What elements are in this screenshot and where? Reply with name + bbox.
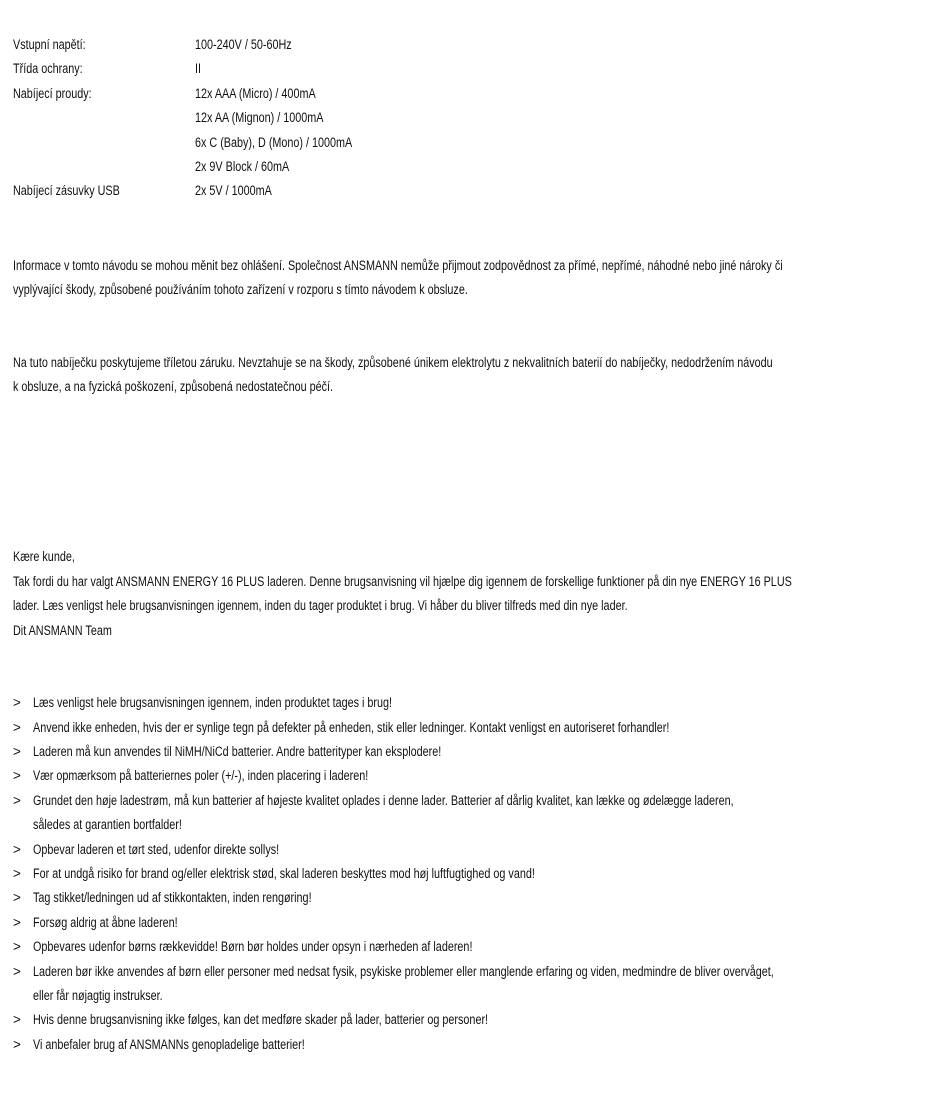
spec-row	[13, 33, 933, 57]
bullet-marker: >	[13, 743, 21, 759]
bullet-marker: >	[13, 963, 21, 979]
list-item	[13, 838, 933, 862]
list-item-text: Hvis denne brugsanvisning ikke følges, kan det medføre skader på lader, batterier og personer!	[33, 1012, 489, 1028]
list-item-text: Anvend ikke enheden, hvis der er synlige tegn på defekter på enheden, stik eller ledninger. Kontakt venligst en autoriseret forhandler!	[33, 719, 670, 735]
customer-letter	[13, 545, 933, 643]
bullet-marker: >	[13, 792, 21, 808]
list-item-text: Vi anbefaler brug af ANSMANNs genopladelige batterier!	[33, 1036, 305, 1052]
paragraph-line: Informace v tomto návodu se mohou měnit bez ohlášení. Společnost ANSMANN nemůže přijmout zodpovědnost za přímé, nepřímé, náhodné nebo jiné nároky či	[13, 257, 783, 273]
list-item	[13, 886, 933, 910]
document-page	[13, 33, 933, 1057]
bullet-marker: >	[13, 1012, 21, 1028]
spec-label: Vstupní napětí:	[13, 37, 86, 52]
bullet-marker: >	[13, 695, 21, 711]
spec-label: Nabíjecí proudy:	[13, 85, 92, 101]
list-item	[13, 716, 933, 740]
bullet-marker: >	[13, 768, 21, 784]
list-item-text: Opbevares udenfor børns rækkevidde! Børn bør holdes under opsyn i nærheden af laderen!	[33, 939, 473, 955]
safety-instructions-list	[13, 691, 933, 1057]
letter-body-line: Tak fordi du har valgt ANSMANN ENERGY 16 PLUS laderen. Denne brugsanvisning vil hjælpe dig igennem de forskellige funktioner på din nye ENERGY 16 PLUS	[13, 573, 792, 589]
list-item	[13, 740, 933, 764]
list-item	[13, 764, 933, 788]
spec-label: Nabíjecí zásuvky USB	[13, 183, 120, 199]
spec-value: II	[195, 61, 202, 77]
list-item-text: eller får nøjagtig instrukser.	[33, 987, 163, 1003]
list-item	[13, 1008, 933, 1032]
list-item	[13, 862, 933, 886]
spec-row	[13, 82, 933, 180]
bullet-marker: >	[13, 719, 21, 735]
spec-label: Třída ochrany:	[13, 61, 83, 77]
bullet-marker: >	[13, 865, 21, 881]
paragraph-line: Na tuto nabíječku poskytujeme tříletou záruku. Nevztahuje se na škody, způsobené únikem elektrolytu z nekvalitních baterií do nabíječky, nedodržením návodu	[13, 354, 773, 370]
list-item	[13, 789, 933, 838]
bullet-marker: >	[13, 1036, 21, 1052]
paragraph-line: k obsluze, a na fyzická poškození, způsobená nedostatečnou péčí.	[13, 379, 334, 395]
list-item-text: således at garantien bortfalder!	[33, 817, 182, 833]
spec-row	[13, 179, 933, 203]
spec-value: 2x 9V Block / 60mA	[195, 159, 290, 175]
list-item	[13, 911, 933, 935]
list-item-text: Læs venligst hele brugsanvisningen igennem, inden produktet tages i brug!	[33, 695, 393, 711]
warranty-paragraph	[13, 351, 933, 400]
paragraph-line: vyplývající škody, způsobené používáním tohoto zařízení v rozporu s tímto návodem k obsluze.	[13, 282, 468, 298]
spec-row	[13, 57, 933, 81]
list-item-text: For at undgå risiko for brand og/eller elektrisk stød, skal laderen beskyttes mod høj luftfugtighed og vand!	[33, 865, 535, 881]
bullet-marker: >	[13, 890, 21, 906]
list-item	[13, 960, 933, 1009]
bullet-marker: >	[13, 914, 21, 930]
list-item	[13, 1033, 933, 1057]
bullet-marker: >	[13, 939, 21, 955]
disclaimer-paragraph	[13, 254, 933, 303]
spec-value: 100-240V / 50-60Hz	[195, 37, 292, 52]
letter-signature: Dit ANSMANN Team	[13, 622, 112, 638]
bullet-marker: >	[13, 841, 21, 857]
list-item	[13, 691, 933, 715]
letter-greeting: Kære kunde,	[13, 549, 75, 565]
spec-value: 12x AA (Mignon) / 1000mA	[195, 110, 324, 126]
spec-value: 2x 5V / 1000mA	[195, 183, 272, 199]
list-item-text: Vær opmærksom på batteriernes poler (+/-), inden placering i laderen!	[33, 768, 369, 784]
list-item	[13, 935, 933, 959]
list-item-text: Forsøg aldrig at åbne laderen!	[33, 914, 178, 930]
spec-table	[13, 33, 933, 204]
letter-body-line: lader. Læs venligst hele brugsanvisningen igennem, inden du tager produktet i brug. Vi håber du bliver tilfreds med din nye lader.	[13, 598, 628, 614]
list-item-text: Laderen må kun anvendes til NiMH/NiCd batterier. Andre batterityper kan eksplodere!	[33, 743, 442, 759]
spec-value: 12x AAA (Micro) / 400mA	[195, 85, 316, 101]
list-item-text: Laderen bør ikke anvendes af børn eller personer med nedsat fysik, psykiske problemer eller manglende erfaring og viden, medmindre de bliver overvåget,	[33, 963, 774, 979]
list-item-text: Grundet den høje ladestrøm, må kun batterier af højeste kvalitet oplades i denne lader. Batterier af dårlig kvalitet, kan lække og ødelægge laderen,	[33, 792, 734, 808]
spec-value: 6x C (Baby), D (Mono) / 1000mA	[195, 134, 353, 150]
list-item-text: Tag stikket/ledningen ud af stikkontakten, inden rengøring!	[33, 890, 312, 906]
list-item-text: Opbevar laderen et tørt sted, udenfor direkte sollys!	[33, 841, 280, 857]
